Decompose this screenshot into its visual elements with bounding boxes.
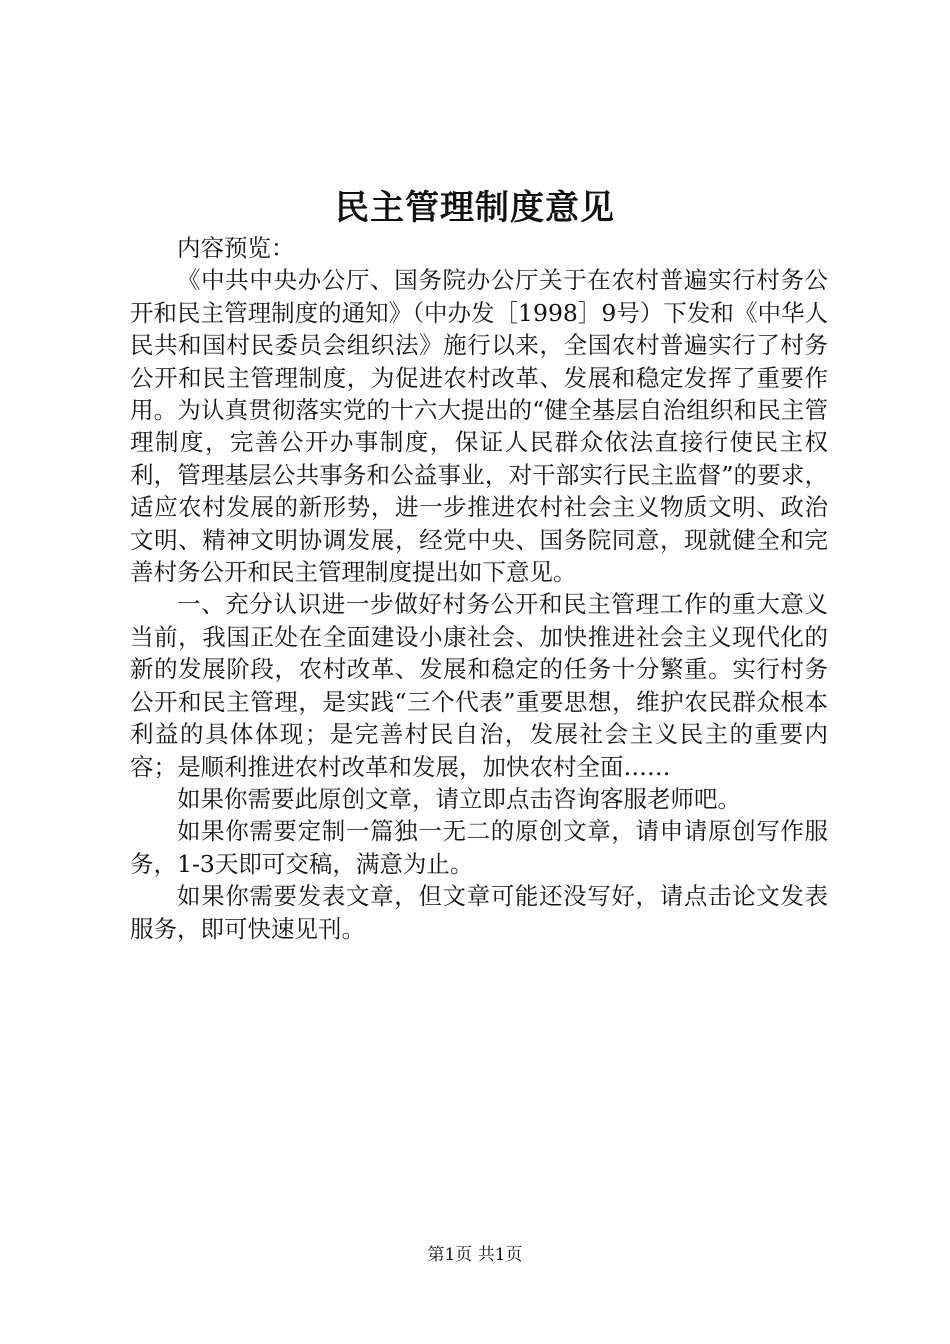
preview-label: 内容预览：	[177, 234, 295, 262]
document-body	[130, 232, 828, 945]
paragraph-section-one: 一、充分认识进一步做好村务公开和民主管理工作的重大意义当前，我国正处在全面建设小康社会、加快推进社会主义现代化的新的发展阶段，农村改革、发展和稳定的任务十分繁重。实行村务公开和民主管理，是实践“三个代表”重要思想，维护农民群众根本利益的具体体现；是完善村民自治，发展社会主义民主的重要内容；是顺利推进农村改革和发展，加快农村全面……	[130, 590, 828, 781]
paragraph-custom-writing[interactable]: 如果你需要定制一篇独一无二的原创文章，请申请原创写作服务，1-3天即可交稿，满意为止。	[130, 817, 828, 878]
paragraph-consult-link[interactable]: 如果你需要此原创文章，请立即点击咨询客服老师吧。	[177, 784, 741, 813]
document-title: 民主管理制度意见	[335, 188, 615, 228]
page-number: 第1页 共1页	[427, 1245, 523, 1265]
paragraph-publish-service[interactable]: 如果你需要发表文章，但文章可能还没写好，请点击论文发表服务，即可快速见刊。	[130, 882, 828, 943]
paragraph-intro: 《中共中央办公厅、国务院办公厅关于在农村普遍实行村务公开和民主管理制度的通知》（中办发［1998］9号）下发和《中华人民共和国村民委员会组织法》施行以来，全国农村普遍实行了村务公开和民主管理制度，为促进农村改革、发展和稳定发挥了重要作用。为认真贯彻落实党的十六大提出的“健全基层自治组织和民主管理制度，完善公开办事制度，保证人民群众依法直接行使民主权利，管理基层公共事务和公益事业，对干部实行民主监督”的要求，适应农村发展的新形势，进一步推进农村社会主义物质文明、政治文明、精神文明协调发展，经党中央、国务院同意，现就健全和完善村务公开和民主管理制度提出如下意见。	[130, 266, 828, 587]
